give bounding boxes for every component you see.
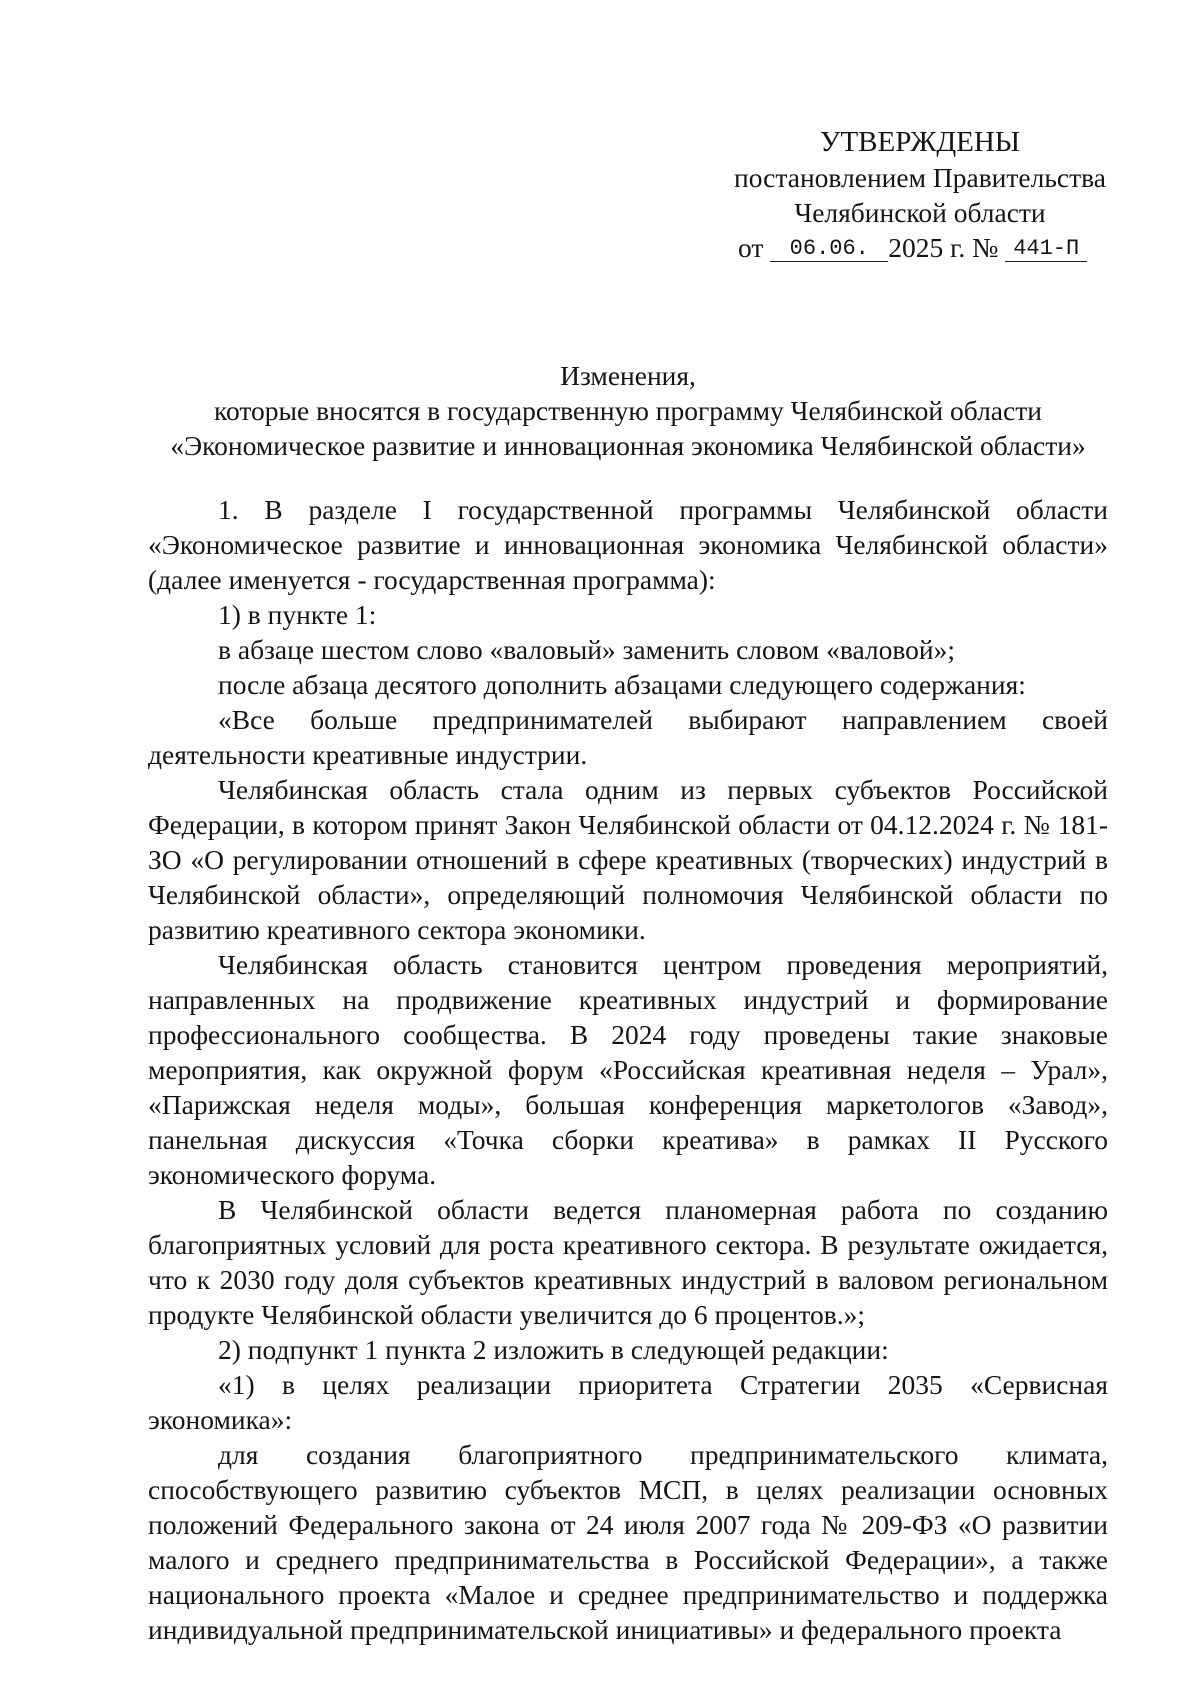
paragraph: 1) в пункте 1: [218,599,377,630]
approval-line-2: Челябинской области [794,197,1046,228]
paragraph: «1) в целях реализации приоритета Стратегии 2035 «Сервисная экономика»: [148,1369,1108,1435]
number-field: 441-П [1005,237,1087,262]
document-heading [148,358,1108,463]
paragraph: 1. В разделе I государственной программы Челябинской области «Экономическое развитие и инновационная экономика Челябинской области» (далее именуется - государственная программа): [148,494,1108,595]
approval-line-1: постановлением Правительства [734,162,1106,193]
paragraph: для создания благоприятного предпринимательского климата, способствующего развитию субъектов МСП, в целях реализации основных положений Федерального закона от 24 июля 2007 года № 209-ФЗ «О развитии малого и среднего предпринимательства в Российской Федерации», а также национального проекта «Малое и среднее предпринимательство и поддержка индивидуальной предпринимательской инициативы» и федерального проекта [148,1439,1108,1645]
heading-line-3: «Экономическое развитие и инновационная экономика Челябинской области» [170,430,1086,461]
heading-line-2: которые вносятся в государственную программу Челябинской области [214,395,1042,426]
paragraph: «Все больше предпринимателей выбирают направлением своей деятельности креативные индустрии. [148,704,1108,770]
paragraph: В Челябинской области ведется планомерная работа по созданию благоприятных условий для роста креативного сектора. В результате ожидается, что к 2030 году доля субъектов креативных индустрий в валовом региональном продукте Челябинской области увеличится до 6 процентов.»; [148,1194,1108,1330]
year-label: 2025 г. № [888,232,999,263]
approval-title: УТВЕРЖДЕНЫ [819,126,1021,158]
approval-dateline [700,230,1140,265]
document-body [148,492,1108,1647]
approval-stamp [700,125,1140,265]
heading-line-1: Изменения, [560,360,696,391]
paragraph: Челябинская область стала одним из первых субъектов Российской Федерации, в котором принят Закон Челябинской области от 04.12.2024 г. № 181-ЗО «О регулировании отношений в сфере креативных (творческих) индустрий в Челябинской области», определяющий полномочия Челябинской области по развитию креативного сектора экономики. [148,774,1108,945]
date-prefix: от [738,232,764,263]
date-field: 06.06. [770,237,888,262]
paragraph: 2) подпункт 1 пункта 2 изложить в следующей редакции: [218,1334,889,1365]
paragraph: после абзаца десятого дополнить абзацами следующего содержания: [218,669,1026,700]
paragraph: в абзаце шестом слово «валовый» заменить словом «валовой»; [218,634,956,665]
paragraph: Челябинская область становится центром проведения мероприятий, направленных на продвижение креативных индустрий и формирование профессионального сообщества. В 2024 году проведены такие знаковые мероприятия, как окружной форум «Российская креативная неделя – Урал», «Парижская неделя моды», большая конференция маркетологов «Завод», панельная дискуссия «Точка сборки креатива» в рамках II Русского экономического форума. [148,949,1108,1190]
